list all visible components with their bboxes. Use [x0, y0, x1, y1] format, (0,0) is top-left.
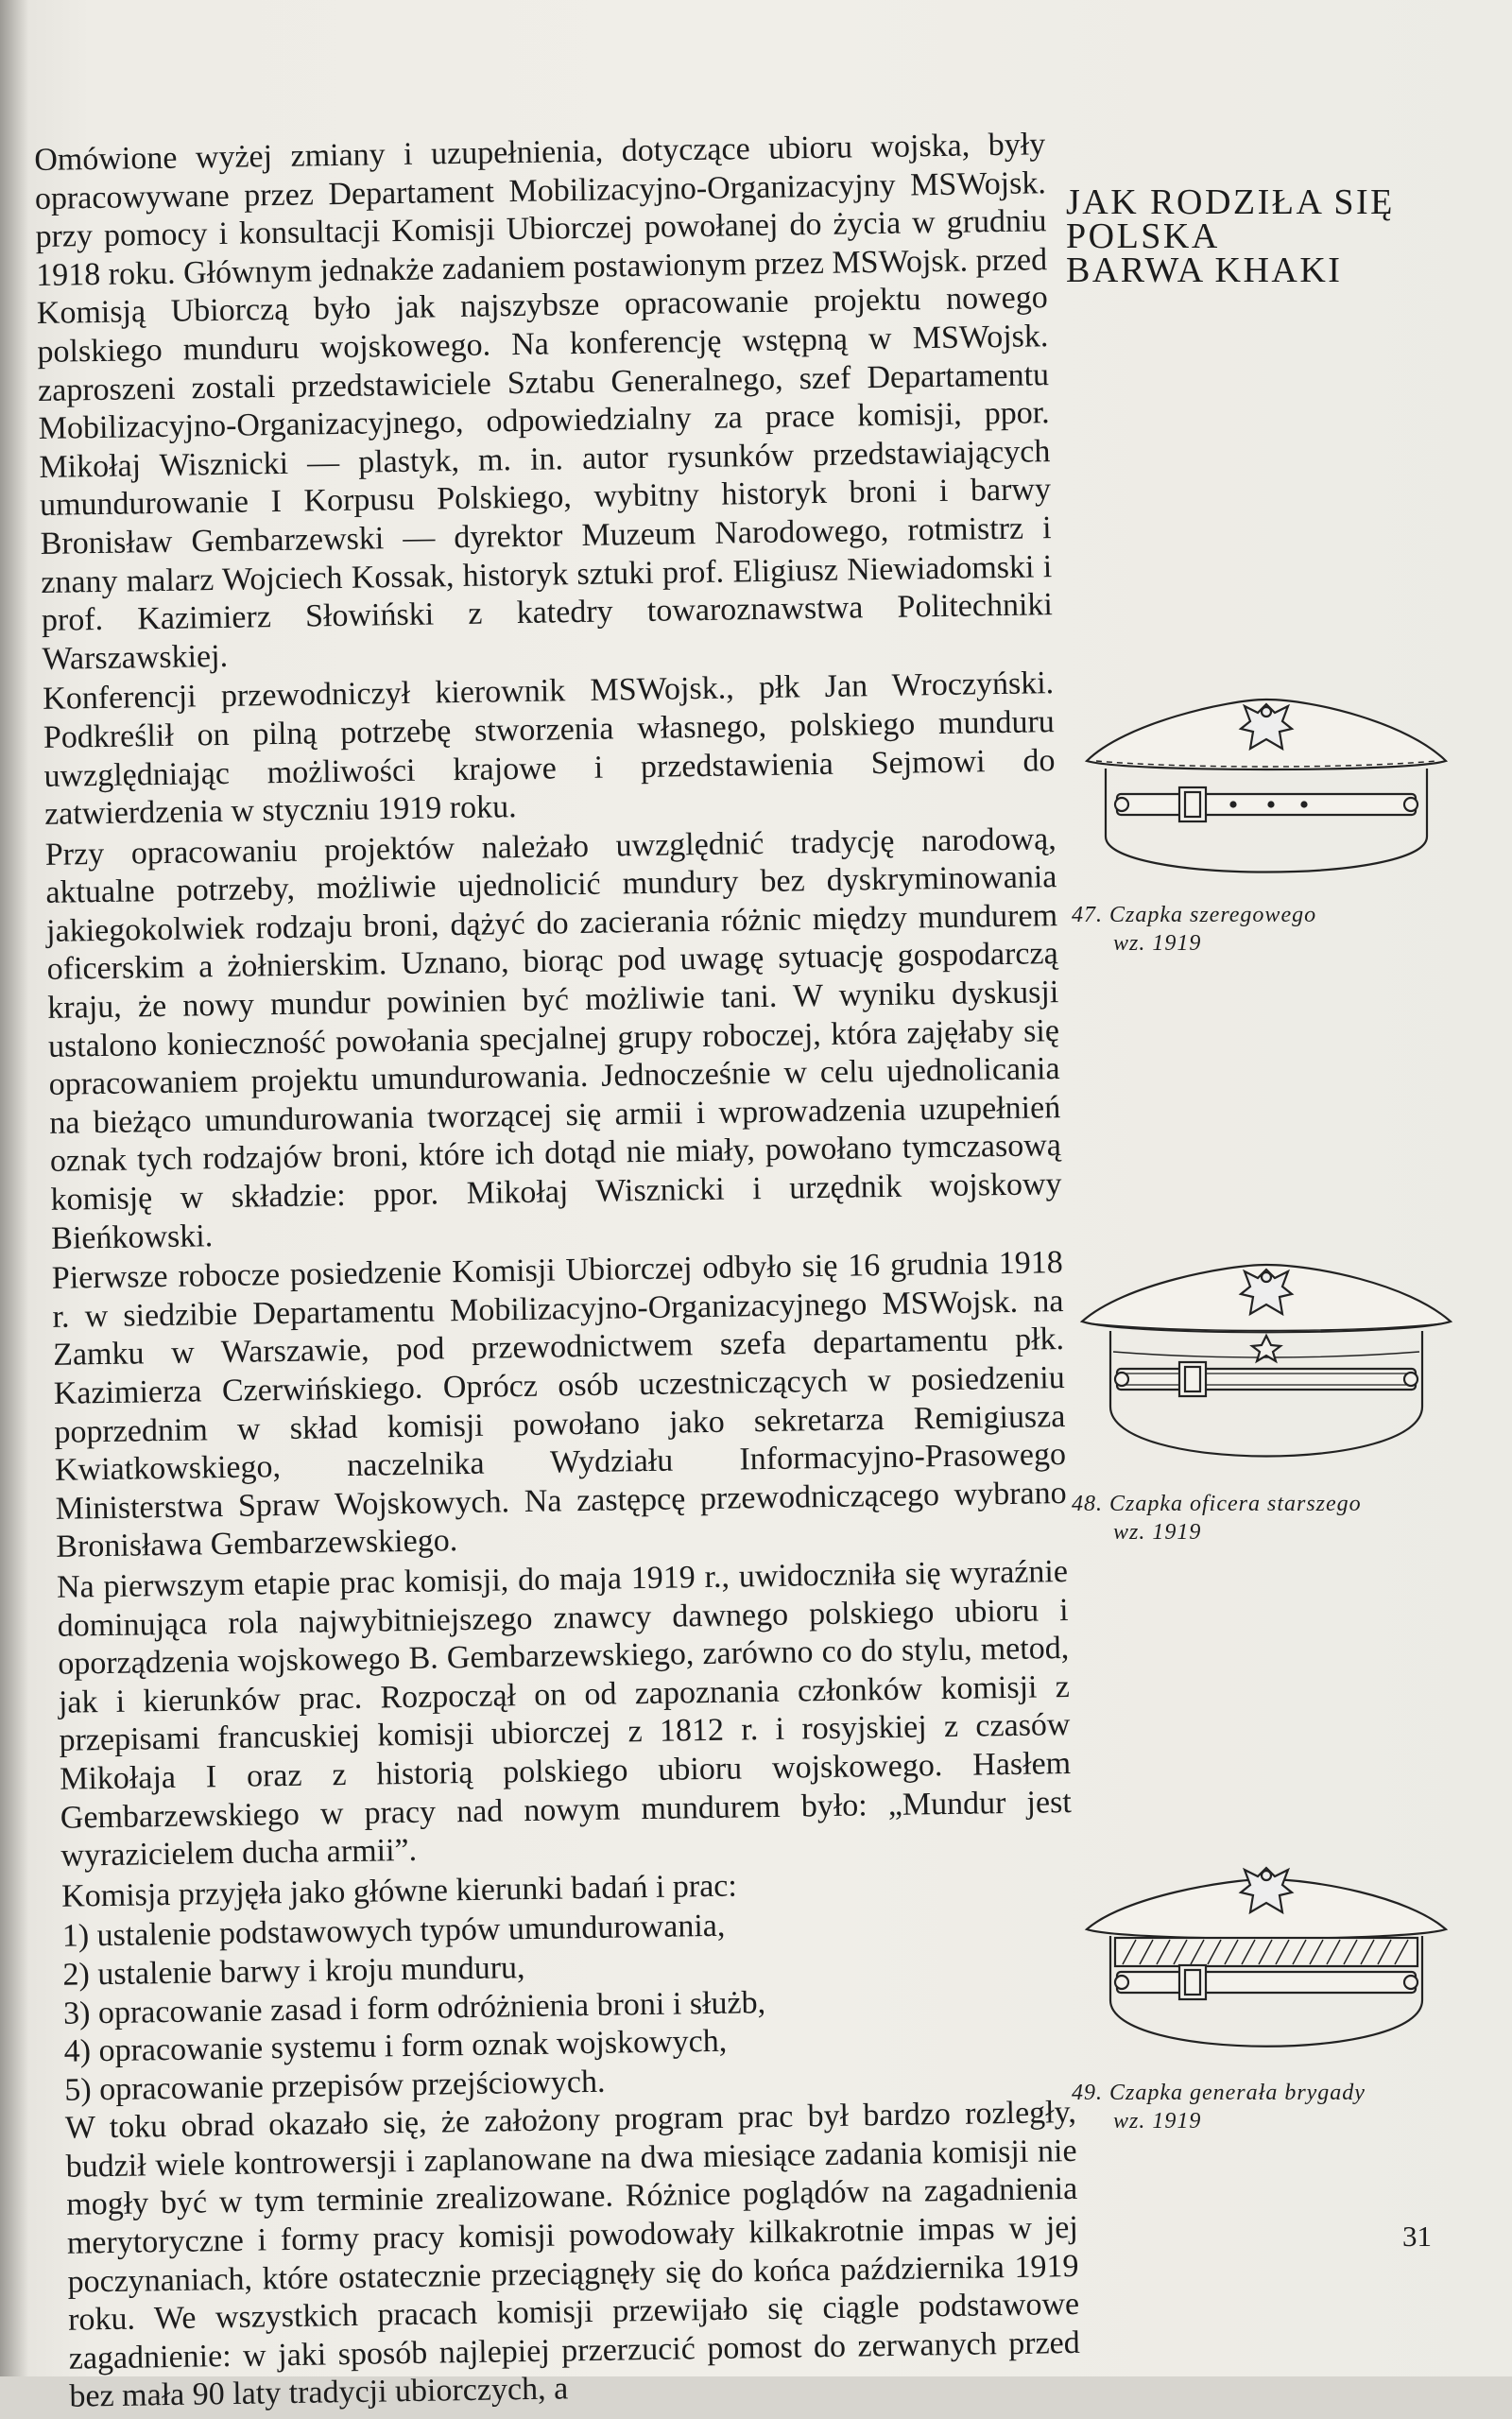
caption-date: wz. 1919	[1113, 2109, 1202, 2134]
paragraph: Na pierwszym etapie prac komisji, do maja 1919 r., uwidoczniła się wyraźnie dominująca rola najwybitniejszego znawcy dawnego polskiego ubioru i oporządzenia wojskowego B. Gembarzewskiego, zarówno co do stylu, metod, jak i kierunków prac. Rozpoczął on od zapoznania członków komisji z przepisami francuskiej komisji ubiorczej z 1812 r. i rosyjskiej z czasów Mikołaja I oraz z historią polskiego ubioru wojskowego. Hasłem Gembarzewskiego w pracy nad nowym mundurem było: „Mundur jest wyrazicielem ducha armii”.	[56, 1553, 1073, 1874]
paragraph: Omówione wyżej zmiany i uzupełnienia, dotyczące ubioru wojska, były opracowywane przez Departament Mobilizacyjno-Organizacyjny MSWojsk. przy pomocy i konsultacji Komisji Ubiorczej powołanej do życia w grudniu 1918 roku. Głównym jednakże zadaniem postawionym przez MSWojsk. przed Komisją Ubiorczą było jak najszybsze opracowanie projektu nowego polskiego munduru wojskowego. Na konferencję wstępną w MSWojsk. zaproszeni zostali przedstawiciele Sztabu Generalnego, szef Departamentu Mobilizacyjno-Organizacyjnego, odpowiedzialny za prace komisji, ppor. Mikołaj Wisznicki — plastyk, m. in. autor rysunków przedstawiających umundurowanie I Korpusu Polskiego, wybitny historyk broni i barwy Bronisław Gembarzewski — dyrektor Muzeum Narodowego, rotmistrz i znany malarz Wojciech Kossak, historyk sztuki prof. Eligiusz Niewiadomski i prof. Kazimierz Słowiński z katedry towaroznawstwa Politechniki Warszawskiej.	[34, 127, 1054, 677]
paragraph: Przy opracowaniu projektów należało uwzględnić tradycję narodową, aktualne potrzeby, możliwie ujednolicić mundury bez dyskryminowania jakiegokolwiek rodzaju broni, dążyć do zacierania różnic między mundurem oficerskim a żołnierskim. Uznano, biorąc pod uwagę sytuację gospodarczą kraju, że nowy mundur powinien być możliwie tani. W wyniku dyskusji ustalono konieczność powołania specjalnej grupy roboczej, która zajęłaby się opracowaniem projektu umundurowania. Jednocześnie w celu ujednolicania na bieżąco umundurowania tworzącej się armii i wprowadzenia uzupełnień oznak tych rodzajów broni, które ich dotąd nie miały, powołano tymczasową komisję w składzie: ppor. Mikołaj Wisznicki i urzędnik wojskowy Bieńkowski.	[44, 821, 1062, 1256]
caption-date: wz. 1919	[1113, 931, 1202, 956]
list-item: 4) opracowanie systemu i form oznak wojskowych,	[63, 2023, 728, 2069]
paragraph: W toku obrad okazało się, że założony program prac był bardzo rozległy, budził wiele kontrowersji i zaplanowane na dwa miesiące zadania komisji nie mogły być w tym terminie zrealizowane. Różnice poglądów na zagadnienia merytoryczne i formy pracy komisji powodowały kilkakrotnie impas w jej poczynaniach, które ostatecznie przeciągnęły się do końca października 1919 roku. We wszystkich pracach komisji przewijało się ciągle podstawowe zagadnienie: w jaki sposób najlepiej przerzucić pomost do zerwanych przed bez mała 90 laty tradycji ubiorczych, a	[64, 2095, 1080, 2415]
paragraph: Komisja przyjęła jako główne kierunki badań i prac:	[60, 1868, 738, 1914]
page-number: 31	[1402, 2220, 1432, 2253]
figure-caption	[1068, 1490, 1465, 1546]
paragraph: Konferencji przewodniczył kierownik MSWojsk., płk Jan Wroczyński. Podkreślił on pilną potrzebę stworzenia własnego, polskiego munduru uwzględniając możliwości krajowe i przedstawienia Sejmowi do zatwierdzenia w styczniu 1919 roku.	[42, 665, 1056, 833]
figure-caption	[1068, 2079, 1465, 2135]
caption-title: 49. Czapka generała brygady	[1072, 2081, 1366, 2105]
caption-title: 47. Czapka szeregowego	[1072, 903, 1317, 927]
list-item: 3) opracowanie zasad i form odróżnienia broni i służb,	[62, 1984, 766, 2031]
heading-line: BARWA KHAKI	[1066, 251, 1343, 290]
list-item: 5) opracowanie przepisów przejściowych.	[64, 2064, 606, 2108]
heading-line: JAK RODZIŁA SIĘ	[1066, 182, 1395, 222]
list-item: 1) ustalenie podstawowych typów umundurowania,	[61, 1909, 726, 1955]
page-gutter-shadow	[0, 0, 28, 2376]
heading-line: POLSKA	[1066, 216, 1220, 256]
figure-caption	[1068, 901, 1465, 958]
figure-49	[1068, 1858, 1465, 2135]
task-list	[62, 1902, 1076, 2110]
chapter-heading	[1066, 182, 1482, 290]
paragraph: Pierwsze robocze posiedzenie Komisji Ubiorczej odbyło się 16 grudnia 1918 r. w siedzibie Departamentu Mobilizacyjno-Organizacyjnego MSWojsk. na Zamku w Warszawie, pod przewodnictwem szefa departamentu płk. Kazimierza Czerwińskiego. Oprócz osób uczestniczących w posiedzeniu poprzednim w skład komisji powołano jako sekretarza Remigiusza Kwiatkowskiego, naczelnika Wydziału Informacyjno-Prasowego Ministerstwa Spraw Wojskowych. Na zastępcę przewodniczącego wybrano Bronisława Gembarzewskiego.	[51, 1245, 1067, 1565]
figure-48	[1068, 1246, 1465, 1546]
soldier-cap-icon	[1068, 666, 1465, 893]
senior-officer-cap-icon	[1068, 1246, 1465, 1482]
list-item: 2) ustalenie barwy i kroju munduru,	[62, 1949, 525, 1993]
brigadier-general-cap-icon	[1068, 1858, 1465, 2071]
figure-47	[1068, 666, 1465, 958]
main-text-column	[34, 126, 1081, 2419]
caption-title: 48. Czapka oficera starszego	[1072, 1492, 1362, 1516]
caption-date: wz. 1919	[1113, 1520, 1202, 1545]
